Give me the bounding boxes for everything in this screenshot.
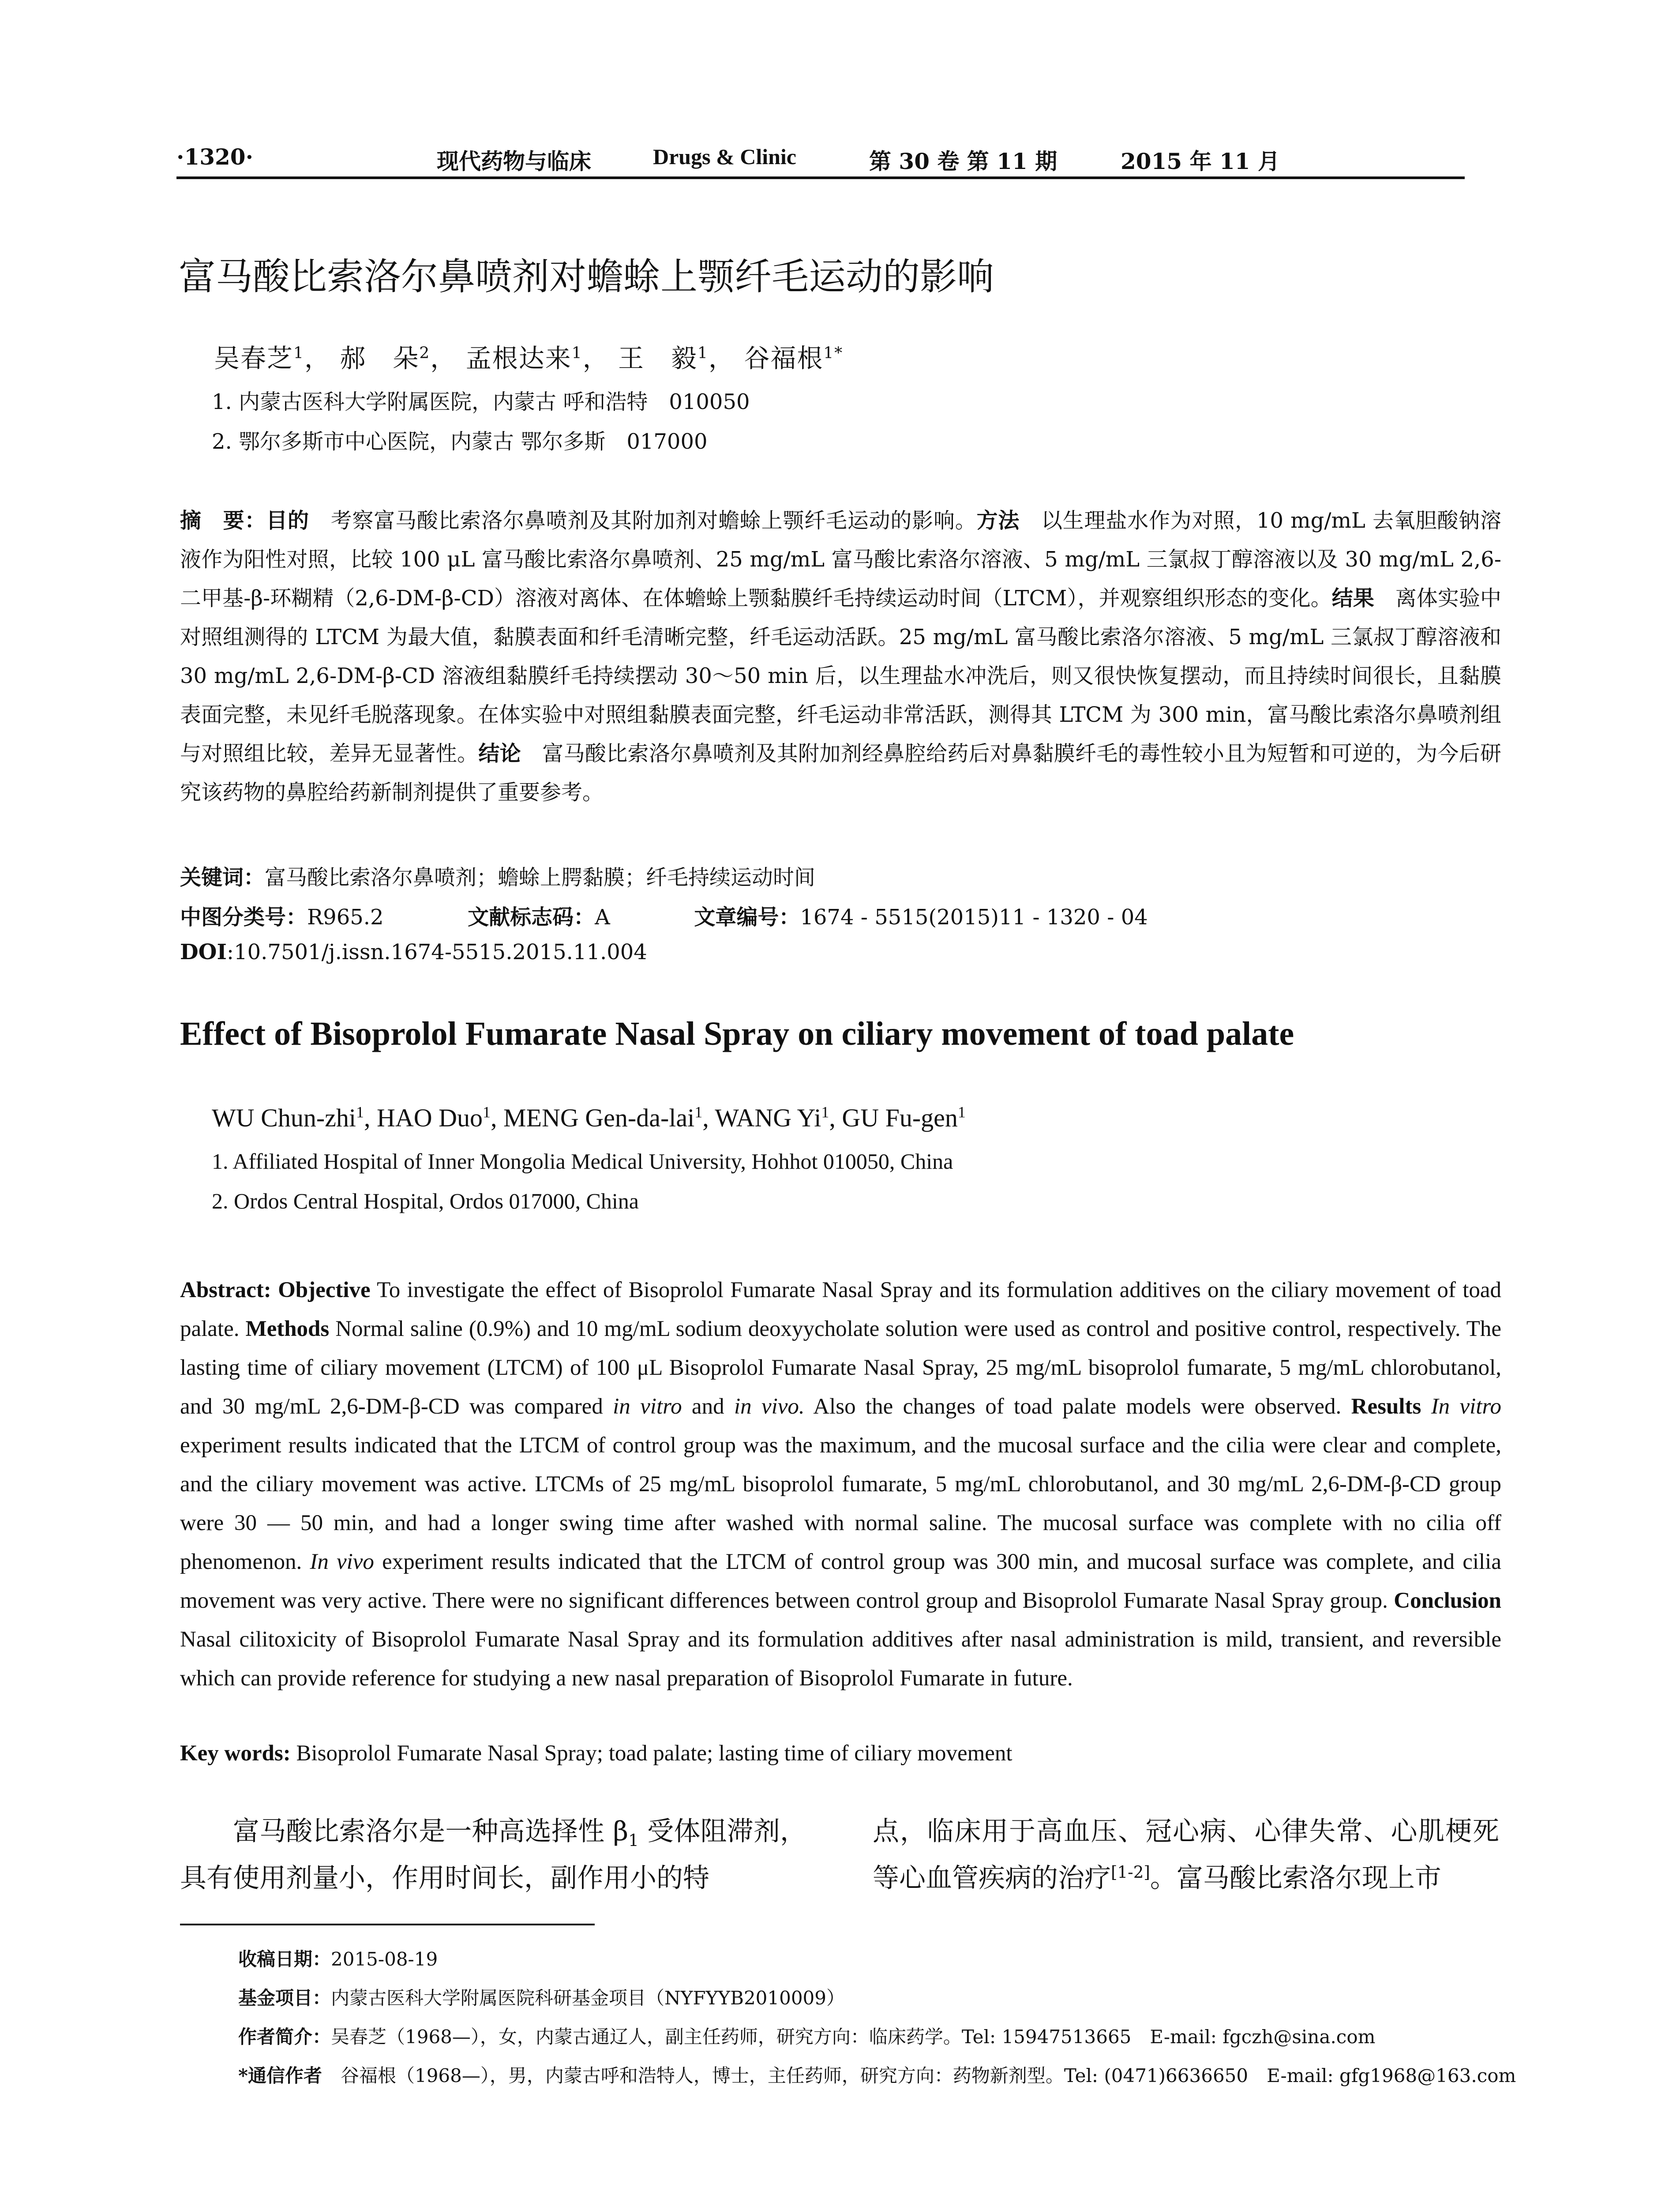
header-rule [176,176,1465,179]
journal-name-cn: 现代药物与临床 [437,149,591,174]
journal-name-en: Drugs & Clinic [653,144,796,169]
issue-date: 2015 年 11 月 [1121,148,1280,174]
running-header [176,140,1465,176]
body-column-left: 富马酸比索洛尔是一种高选择性 $\beta_1$ 受体阻滞剂，具有使用剂量小，作用时间长，副作用小的特 [180,1816,806,1894]
author-name: 谷福根 [744,343,824,373]
affiliation-en-2: 2. Ordos Central Hospital, Ordos 017000, China [212,1189,639,1213]
volume-issue: 第 30 卷 第 11 期 [869,148,1058,174]
footnote-received: 收稿日期：2015-08-19 [238,1948,438,1970]
footnote-rule [180,1924,595,1925]
authors-cn: 吴春芝$^1$， 郝 朵$^2$， 孟根达来$^1$， 王 毅$^1$， 谷福根$^{1*}$ [214,343,844,373]
author-name: 吴春芝 [214,343,294,373]
footnote-author: 作者简介：吴春芝（1968—），女，内蒙古通辽人，副主任药师，研究方向：临床药学。Tel: 15947513665 E-mail: fgczh@sina.com [238,2026,1376,2048]
keywords-en: Key words: Bisoprolol Fumarate Nasal Spray; toad palate; lasting time of ciliary movement [180,1741,1012,1766]
affiliation-cn-2: 2. 鄂尔多斯市中心医院，内蒙古 鄂尔多斯 017000 [212,429,708,454]
abstract-cn: 摘 要：目的 考察富马酸比索洛尔鼻喷剂及其附加剂对蟾蜍上颚纤毛运动的影响。方法 以生理盐水作为对照，10 mg/mL 去氧胆酸钠溶液作为阳性对照，比较 100 μL 富马酸比索洛尔鼻喷剂、25 mg/mL 富马酸比索洛尔溶液、5 mg/mL 三氯叔丁醇溶液以及 30 mg/mL 2,6-二甲基-β-环糊精（2,6-DM-β-CD）溶液对离体、在体蟾蜍上颚黏膜纤毛持续运动时间（LTCM），并观察组织形态的变化。结果 离体实验中对照组测得的 LTCM 为最大值，黏膜表面和纤毛清晰完整，纤毛运动活跃。25 mg/mL 富马酸比索洛尔溶液、5 mg/mL 三氯叔丁醇溶液和 30 mg/mL 2,6-DM-β-CD 溶液组黏膜纤毛持续摆动 30～50 min 后，以生理盐水冲洗后，则又很快恢复摆动，而且持续时间很长，且黏膜表面完整，未见纤毛脱落现象。在体实验中对照组黏膜表面完整，纤毛运动非常活跃，测得其 LTCM 为 300 min，富马酸比索洛尔鼻喷剂组与对照组比较，差异无显著性。结论 富马酸比索洛尔鼻喷剂及其附加剂经鼻腔给药后对鼻黏膜纤毛的毒性较小且为短暂和可逆的，为今后研究该药物的鼻腔给药新制剂提供了重要参考。 [180,508,1501,805]
author-name: 孟根达来 [465,343,572,373]
affiliation-cn-1: 1. 内蒙古医科大学附属医院，内蒙古 呼和浩特 010050 [212,390,750,414]
doi-value: :10.7501/j.issn.1674-5515.2015.11.004 [226,940,647,964]
affiliation-en-1: 1. Affiliated Hospital of Inner Mongolia Medical University, Hohhot 010050, China [212,1149,953,1174]
footnote-corresponding: *通信作者 谷福根（1968—），男，内蒙古呼和浩特人，博士，主任药师，研究方向：药物新剂型。Tel: (0471)6636650 E-mail: gfg1968@163.com [238,2065,1516,2086]
keywords-cn: 关键词：富马酸比索洛尔鼻喷剂；蟾蜍上腭黏膜；纤毛持续运动时间 [180,865,816,890]
title-en: Effect of Bisoprolol Fumarate Nasal Spray on ciliary movement of toad palate [180,1015,1294,1052]
title-cn: 富马酸比索洛尔鼻喷剂对蟾蜍上颚纤毛运动的影响 [179,255,994,298]
classification-line: 中图分类号：R965.2 文献标志码：A 文章编号：1674 - 5515(2015)11 - 1320 - 04 [180,905,1148,930]
footnote-fund: 基金项目：内蒙古医科大学附属医院科研基金项目（NYFYYB2010009） [238,1987,845,2009]
abstract-en: Abstract: Objective To investigate the effect of Bisoprolol Fumarate Nasal Spray and its formulation additives on the ciliary movement of toad palate. Methods Normal saline (0.9%) and 10 mg/mL sodium deoxyycholate solution were used as control and positive control, respectively. The lasting time of ciliary movement (LTCM) of 100 μL Bisoprolol Fumarate Nasal Spray, 25 mg/mL bisoprolol fumarate, 5 mg/mL chlorobutanol, and 30 mg/mL 2,6-DM-β-CD was compared in vitro and in vivo. Also the changes of toad palate models were observed. Results In vitro experiment results indicated that the LTCM of control group was the maximum, and the mucosal surface and the cilia were clear and complete, and the ciliary movement was active. LTCMs of 25 mg/mL bisoprolol fumarate, 5 mg/mL chlorobutanol, and 30 mg/mL 2,6-DM-β-CD group were 30 — 50 min, and had a longer swing time after washed with normal saline. The mucosal surface was complete with no cilia off phenomenon. In vivo experiment results indicated that the LTCM of control group was 300 min, and mucosal surface was complete, and cilia movement was very active. There were no significant differences between control group and Bisoprolol Fumarate Nasal Spray group. Conclusion Nasal cilitoxicity of Bisoprolol Fumarate Nasal Spray and its formulation additives after nasal administration is mild, transient, and reversible which can provide reference for studying a new nasal preparation of Bisoprolol Fumarate in future. [180,1278,1501,1691]
author-name: 王 毅 [618,343,698,373]
author-name: 郝 朵 [340,343,420,373]
citation: [1-2] [1111,1862,1150,1882]
doi-line: DOI:10.7501/j.issn.1674-5515.2015.11.004 [180,940,647,964]
abstract-label: 摘 要： [180,508,266,533]
page-number: ·1320· [176,144,253,170]
body-column-right: 点，临床用于高血压、冠心病、心律失常、心肌梗死等心血管疾病的治疗[1-2]。富马酸比索洛尔现上市 [873,1816,1499,1894]
authors-en: WU Chun-zhi$^1$, HAO Duo$^1$, MENG Gen-da-lai$^1$, WANG Yi$^1$, GU Fu-gen$^1$ [212,1103,966,1132]
